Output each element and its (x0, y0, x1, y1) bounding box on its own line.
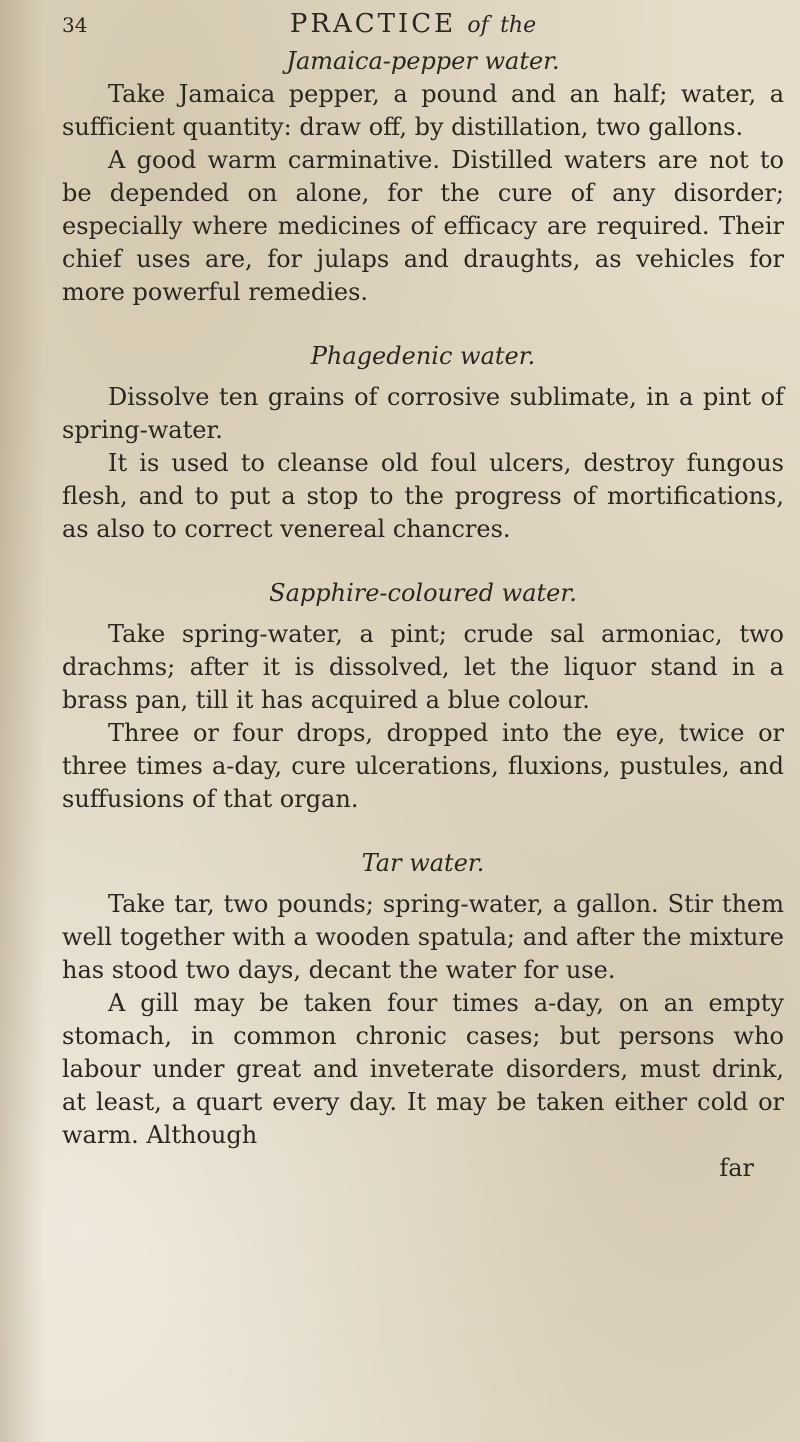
page-text (62, 8, 784, 1209)
paragraph: Take spring-water, a pint; crude sal armoniac, two drachms; after it is dissolved, let the liquor stand in a brass pan, till it has acquired a blue colour. (62, 620, 784, 714)
catchword: far (719, 1154, 754, 1182)
running-title-of: of (467, 13, 489, 38)
section-heading: Jamaica-pepper water. (286, 47, 560, 75)
running-title (132, 8, 784, 42)
section-heading: Tar water. (361, 849, 485, 877)
paragraph: It is used to cleanse old foul ulcers, destroy fungous flesh, and to put a stop to the progress of mortifications, as also to correct venereal chancres. (62, 449, 784, 543)
paragraph: A good warm carminative. Distilled waters are not to be depended on alone, for the cure of any disorder; especially where medicines of efficacy are required. Their chief uses are, for julaps and draughts, as vehicles for more powerful remedies. (62, 146, 784, 306)
section-heading: Sapphire-coloured water. (269, 579, 577, 607)
section-heading: Phagedenic water. (310, 342, 536, 370)
paragraph: Take tar, two pounds; spring-water, a gallon. Stir them well together with a wooden spatula; and after the mixture has stood two days, decant the water for use. (62, 890, 784, 984)
paragraph: Dissolve ten grains of corrosive sublimate, in a pint of spring-water. (62, 383, 784, 444)
running-head (62, 8, 784, 44)
paragraph: Take Jamaica pepper, a pound and an half; water, a sufficient quantity: draw off, by distillation, two gallons. (62, 80, 784, 141)
running-title-the: the (500, 13, 537, 38)
paragraph: A gill may be taken four times a-day, on an empty stomach, in common chronic cases; but persons who labour under great and inveterate disorders, must drink, at least, a quart every day. It may be taken either cold or warm. Although (62, 989, 784, 1149)
running-title-main: PRACTICE (289, 9, 457, 39)
paragraph: Three or four drops, dropped into the eye, twice or three times a-day, cure ulcerations, fluxions, pustules, and suffusions of that organ. (62, 719, 784, 813)
page-number: 34 (62, 13, 88, 37)
page-shadow (0, 0, 45, 1442)
